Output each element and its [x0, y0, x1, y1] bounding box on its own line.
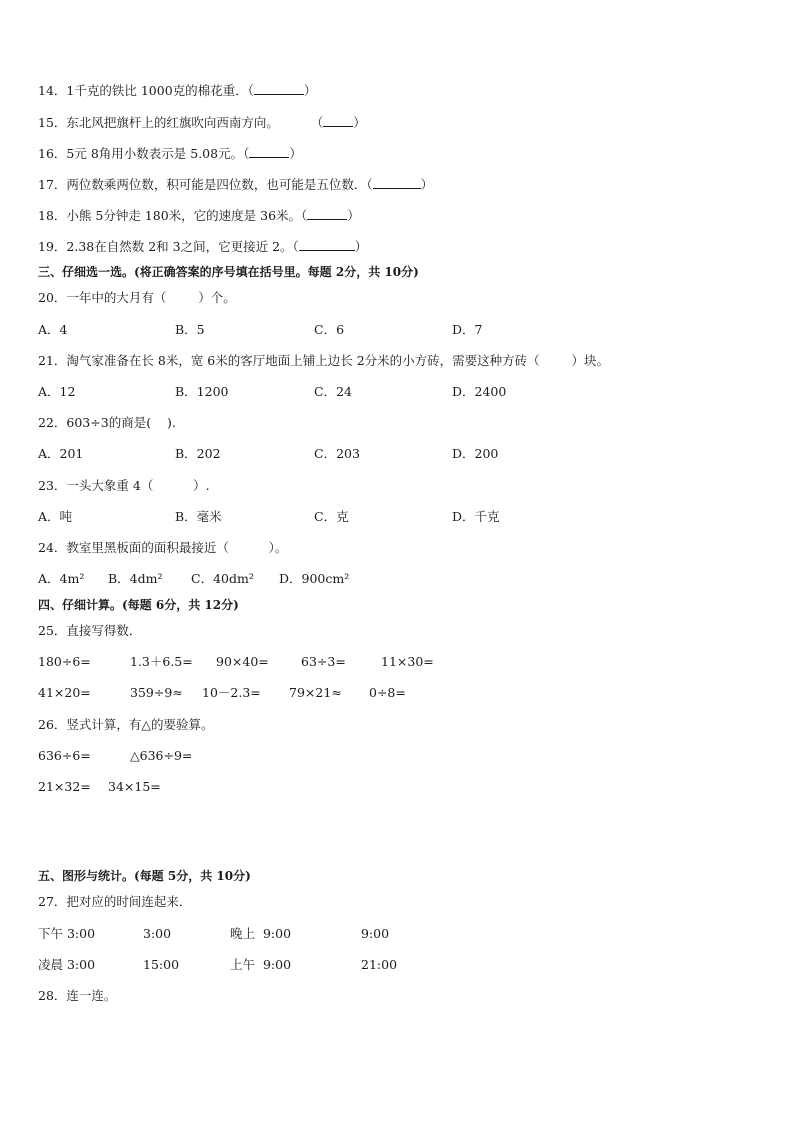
calc-item: 90×40=: [216, 654, 269, 669]
question-21-stem: 21．淘气家准备在长 8米，宽 6米的客厅地面上铺上边长 2分米的小方砖，需要这种方砖（ ）块。: [38, 353, 609, 368]
question-19: 19．2.38在自然数 2和 3之间，它更接近 2。（ ）: [38, 239, 368, 254]
calc-item: 1.3＋6.5=: [130, 654, 193, 669]
option-c[interactable]: C．203: [314, 446, 360, 461]
vertical-calc-item: 636÷6=: [38, 748, 91, 763]
option-a[interactable]: A．4m²: [38, 571, 85, 586]
question-26-stem: 26．竖式计算，有△的要验算。: [38, 717, 214, 732]
question-20-stem: 20．一年中的大月有（ ）个。: [38, 290, 236, 305]
answer-blank[interactable]: [299, 238, 355, 251]
option-d[interactable]: D．7: [452, 322, 483, 337]
option-b[interactable]: B．4dm²: [108, 571, 163, 586]
section-4-header: 四、仔细计算。(每题 6分，共 12分): [38, 598, 239, 612]
option-a[interactable]: A．201: [38, 446, 84, 461]
option-b[interactable]: B．毫米: [175, 509, 222, 524]
option-c[interactable]: C．24: [314, 384, 352, 399]
answer-blank[interactable]: [323, 114, 353, 127]
time-item[interactable]: 21:00: [361, 957, 398, 972]
calc-item: 41×20=: [38, 685, 91, 700]
vertical-calc-item: △636÷9=: [130, 748, 193, 763]
option-c[interactable]: C．克: [314, 509, 349, 524]
time-item[interactable]: 晚上 9:00: [230, 926, 292, 941]
question-28-stem: 28．连一连。: [38, 988, 117, 1003]
answer-blank[interactable]: [254, 82, 304, 95]
calc-item: 63÷3=: [301, 654, 346, 669]
question-14: 14．1千克的铁比 1000克的棉花重．（ ）: [38, 83, 317, 98]
option-b[interactable]: B．1200: [175, 384, 229, 399]
option-c[interactable]: C．40dm²: [191, 571, 254, 586]
question-27-stem: 27．把对应的时间连起来．: [38, 894, 192, 909]
time-item[interactable]: 3:00: [143, 926, 172, 941]
option-b[interactable]: B．5: [175, 322, 205, 337]
option-d[interactable]: D．2400: [452, 384, 507, 399]
option-a[interactable]: A．4: [38, 322, 68, 337]
time-item[interactable]: 上午 9:00: [230, 957, 292, 972]
answer-blank[interactable]: [307, 207, 347, 220]
question-23-stem: 23．一头大象重 4（ ）.: [38, 478, 210, 493]
option-c[interactable]: C．6: [314, 322, 345, 337]
calc-item: 79×21≈: [289, 685, 342, 700]
calc-item: 180÷6=: [38, 654, 91, 669]
option-a[interactable]: A．12: [38, 384, 76, 399]
time-item[interactable]: 凌晨 3:00: [38, 957, 96, 972]
answer-blank[interactable]: [249, 145, 289, 158]
question-16: 16．5元 8角用小数表示是 5.08元。（ ）: [38, 146, 302, 161]
section-3-header: 三、仔细选一选。(将正确答案的序号填在括号里。每题 2分，共 10分): [38, 265, 419, 279]
calc-item: 11×30=: [381, 654, 434, 669]
answer-blank[interactable]: [373, 176, 421, 189]
question-24-stem: 24．教室里黑板面的面积最接近（ ）。: [38, 540, 288, 555]
option-a[interactable]: A．吨: [38, 509, 73, 524]
question-25-stem: 25．直接写得数．: [38, 623, 142, 638]
question-18: 18．小熊 5分钟走 180米，它的速度是 36米。（ ）: [38, 208, 360, 223]
section-5-header: 五、图形与统计。(每题 5分，共 10分): [38, 869, 251, 883]
vertical-calc-item: 21×32=: [38, 779, 91, 794]
time-item[interactable]: 9:00: [361, 926, 390, 941]
option-d[interactable]: D．200: [452, 446, 499, 461]
question-17: 17．两位数乘两位数，积可能是四位数，也可能是五位数．（ ）: [38, 177, 434, 192]
calc-item: 359÷9≈: [130, 685, 183, 700]
option-d[interactable]: D．千克: [452, 509, 500, 524]
option-b[interactable]: B．202: [175, 446, 221, 461]
question-15: 15．东北风把旗杆上的红旗吹向西南方向。 （ ）: [38, 115, 366, 130]
calc-item: 10－2.3=: [202, 685, 261, 700]
time-item[interactable]: 15:00: [143, 957, 180, 972]
option-d[interactable]: D．900cm²: [279, 571, 350, 586]
time-item[interactable]: 下午 3:00: [38, 926, 96, 941]
vertical-calc-item: 34×15=: [108, 779, 161, 794]
question-22-stem: 22．603÷3的商是( ).: [38, 415, 176, 430]
calc-item: 0÷8=: [369, 685, 406, 700]
